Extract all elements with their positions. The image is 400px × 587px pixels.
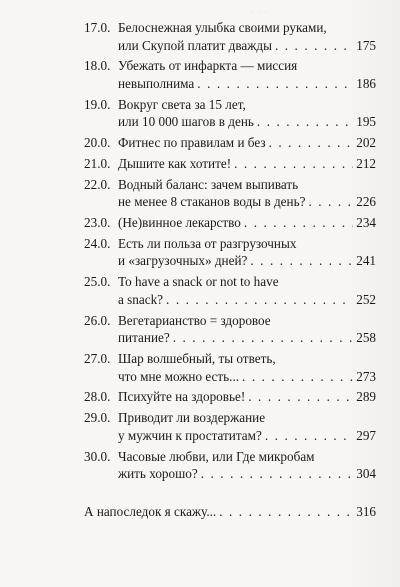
page-number: 316 bbox=[356, 503, 376, 519]
page-number: 273 bbox=[356, 368, 376, 384]
title-line: у мужчин к простатитам? bbox=[118, 427, 262, 443]
chapter-title bbox=[118, 176, 376, 211]
toc-entry bbox=[84, 176, 376, 211]
toc-entry bbox=[84, 409, 376, 444]
title-line-with-page bbox=[118, 427, 376, 445]
toc-entry bbox=[84, 235, 376, 270]
page-number: 304 bbox=[356, 466, 376, 482]
toc-entry bbox=[84, 134, 376, 152]
leader-dots bbox=[234, 155, 353, 173]
toc-entry bbox=[84, 214, 376, 232]
title-line: или 10 000 шагов в день bbox=[118, 114, 254, 130]
chapter-title bbox=[118, 312, 376, 347]
title-line: Часовые любви, или Где микробам bbox=[118, 448, 315, 464]
title-line-with-page bbox=[118, 368, 376, 386]
chapter-number: 17.0. bbox=[84, 20, 111, 35]
page-number: 175 bbox=[356, 37, 376, 53]
chapter-title bbox=[118, 155, 376, 173]
title-line-with-page bbox=[118, 113, 376, 131]
leader-dots bbox=[173, 329, 354, 347]
leader-dots bbox=[244, 214, 353, 232]
chapter-title bbox=[118, 448, 376, 483]
chapter-number: 19.0. bbox=[84, 96, 111, 112]
leader-dots bbox=[197, 75, 353, 93]
leader-dots bbox=[257, 113, 353, 131]
title-line-with-page bbox=[84, 503, 376, 521]
page-number: 297 bbox=[356, 427, 376, 443]
title-line: Приводит ли воздержание bbox=[118, 410, 266, 426]
title-line: Есть ли польза от разгрузочных bbox=[118, 235, 297, 251]
page-number: 186 bbox=[356, 75, 376, 91]
title-line-with-page bbox=[118, 329, 376, 347]
title-line: Вегетарианство = здоровое bbox=[118, 312, 271, 328]
title-line-with-page bbox=[118, 291, 376, 309]
title-line: невыполнима bbox=[118, 75, 195, 91]
toc-entry bbox=[84, 448, 376, 483]
page-number: 195 bbox=[356, 114, 376, 130]
chapter-title bbox=[118, 388, 376, 406]
title-line: питание? bbox=[118, 330, 170, 346]
chapter-title bbox=[118, 350, 376, 385]
page-number: 252 bbox=[356, 291, 376, 307]
leader-dots bbox=[242, 368, 353, 386]
title-line-with-page bbox=[118, 193, 376, 211]
title-line: Фитнес по правилам и без bbox=[118, 135, 266, 151]
page-number: 234 bbox=[356, 215, 376, 231]
leader-dots bbox=[275, 37, 353, 55]
title-line: жить хорошо? bbox=[118, 466, 198, 482]
toc-entry-final bbox=[84, 503, 376, 521]
title-line: не менее 8 стаканов воды в день? bbox=[118, 194, 306, 210]
leader-dots bbox=[166, 291, 353, 309]
title-line-with-page bbox=[118, 465, 376, 483]
page-number: 202 bbox=[356, 135, 376, 151]
chapter-number: 20.0. bbox=[84, 135, 111, 151]
title-line: что мне можно есть... bbox=[118, 368, 240, 384]
leader-dots bbox=[265, 427, 353, 445]
chapter-number: 23.0. bbox=[84, 215, 111, 231]
title-line: и «загрузочных» дней? bbox=[118, 253, 248, 269]
chapter-title bbox=[118, 57, 376, 92]
table-of-contents bbox=[84, 19, 376, 523]
title-line-with-page bbox=[118, 37, 376, 55]
title-line: Психуйте на здоровье! bbox=[118, 389, 246, 405]
page-number: 258 bbox=[356, 330, 376, 346]
chapter-title bbox=[84, 503, 376, 521]
toc-entry bbox=[84, 273, 376, 308]
leader-dots bbox=[269, 134, 354, 152]
chapter-number: 30.0. bbox=[84, 448, 111, 464]
chapter-number: 29.0. bbox=[84, 410, 111, 426]
title-line: To have a snack or not to have bbox=[118, 274, 279, 290]
chapter-number: 25.0. bbox=[84, 274, 111, 290]
chapter-title bbox=[118, 409, 376, 444]
chapter-number: 28.0. bbox=[84, 389, 111, 405]
chapter-title bbox=[118, 134, 376, 152]
toc-entry bbox=[84, 350, 376, 385]
toc-entry bbox=[84, 19, 376, 54]
title-line: А напоследок я скажу... bbox=[84, 503, 217, 519]
title-line-with-page bbox=[118, 388, 376, 406]
title-line: Водный баланс: зачем выпивать bbox=[118, 176, 299, 192]
leader-dots bbox=[219, 503, 353, 521]
page-number: 212 bbox=[356, 155, 376, 171]
title-line-with-page bbox=[118, 252, 376, 270]
toc-entry bbox=[84, 155, 376, 173]
page-number: 226 bbox=[356, 194, 376, 210]
toc-entry bbox=[84, 57, 376, 92]
chapter-title bbox=[118, 273, 376, 308]
chapter-number: 24.0. bbox=[84, 235, 111, 251]
toc-entry bbox=[84, 96, 376, 131]
chapter-number: 27.0. bbox=[84, 350, 111, 366]
chapter-number: 26.0. bbox=[84, 312, 111, 328]
title-line: или Скупой платит дважды bbox=[118, 37, 272, 53]
bleed-through: · · · bbox=[250, 4, 268, 18]
title-line-with-page bbox=[118, 134, 376, 152]
title-line: Дышите как хотите! bbox=[118, 155, 232, 171]
page-number: 241 bbox=[356, 253, 376, 269]
title-line: a snack? bbox=[118, 291, 164, 307]
title-line-with-page bbox=[118, 75, 376, 93]
chapter-number: 21.0. bbox=[84, 155, 111, 171]
leader-dots bbox=[248, 388, 353, 406]
leader-dots bbox=[250, 252, 353, 270]
title-line-with-page bbox=[118, 214, 376, 232]
chapter-number: 18.0. bbox=[84, 58, 111, 74]
leader-dots bbox=[201, 465, 354, 483]
title-line: (Не)винное лекарство bbox=[118, 215, 241, 231]
title-line-with-page bbox=[118, 155, 376, 173]
toc-entry bbox=[84, 312, 376, 347]
chapter-title bbox=[118, 96, 376, 131]
leader-dots bbox=[308, 193, 353, 211]
title-line: Убежать от инфаркта — миссия bbox=[118, 58, 298, 74]
chapter-number: 22.0. bbox=[84, 176, 111, 192]
page-number: 289 bbox=[356, 389, 376, 405]
chapter-title bbox=[118, 19, 376, 54]
toc-entry bbox=[84, 388, 376, 406]
title-line: Белоснежная улыбка своими руками, bbox=[118, 20, 327, 35]
chapter-title bbox=[118, 235, 376, 270]
title-line: Вокруг света за 15 лет, bbox=[118, 96, 246, 112]
chapter-title bbox=[118, 214, 376, 232]
title-line: Шар волшебный, ты ответь, bbox=[118, 350, 276, 366]
